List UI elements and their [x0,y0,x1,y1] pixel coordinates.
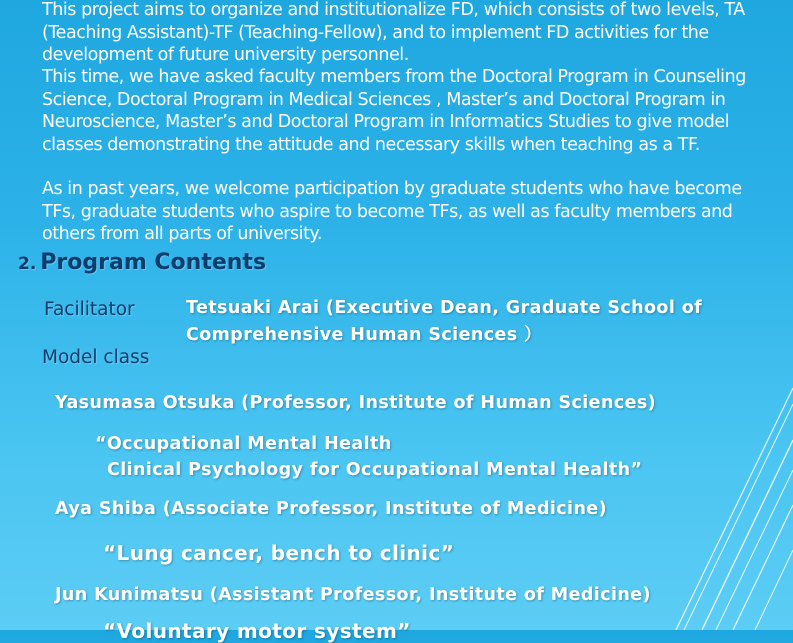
class-title-voluntary-motor: “Voluntary motor system” [103,619,411,643]
facilitator-name-line-2: Comprehensive Human Sciences ） [186,325,542,345]
section-title: Program Contents [40,250,267,275]
facilitator-name-line-1: Tetsuaki Arai (Executive Dean, Graduate School of [186,298,703,318]
instructor-shiba: Aya Shiba (Associate Professor, Institute of Medicine) [55,499,607,519]
facilitator-label: Facilitator [44,299,135,320]
instructor-kunimatsu: Jun Kunimatsu (Assistant Professor, Institute of Medicine) [55,585,651,605]
section-heading [18,250,266,275]
section-number: 2. [18,254,37,274]
class-title-occupational-line-2: Clinical Psychology for Occupational Mental Health” [107,460,643,480]
intro-paragraph-3: As in past years, we welcome participation by graduate students who have become TFs, graduate students who aspire to become TFs, as well as faculty members and others from all parts of university. [42,179,742,244]
intro-paragraph-1: This project aims to organize and institutionalize FD, which consists of two levels, TA (Teaching Assistant)-TF (Teaching-Fellow), and to implement FD activities for the development of future university personnel. [42,0,745,65]
class-title-occupational-line-1: “Occupational Mental Health [95,434,392,454]
intro-paragraph-2: This time, we have asked faculty members from the Doctoral Program in Counseling Science, Doctoral Program in Medical Sciences , Master’s and Doctoral Program in Neuroscience, Master’s and Doctoral Program in Informatics Studies to give model classes demonstrating the attitude and necessary skills when teaching as a TF. [42,67,746,155]
class-title-lung-cancer: “Lung cancer, bench to clinic” [103,541,455,565]
model-class-label: Model class [42,347,150,368]
instructor-otsuka: Yasumasa Otsuka (Professor, Institute of Human Sciences) [55,393,657,413]
